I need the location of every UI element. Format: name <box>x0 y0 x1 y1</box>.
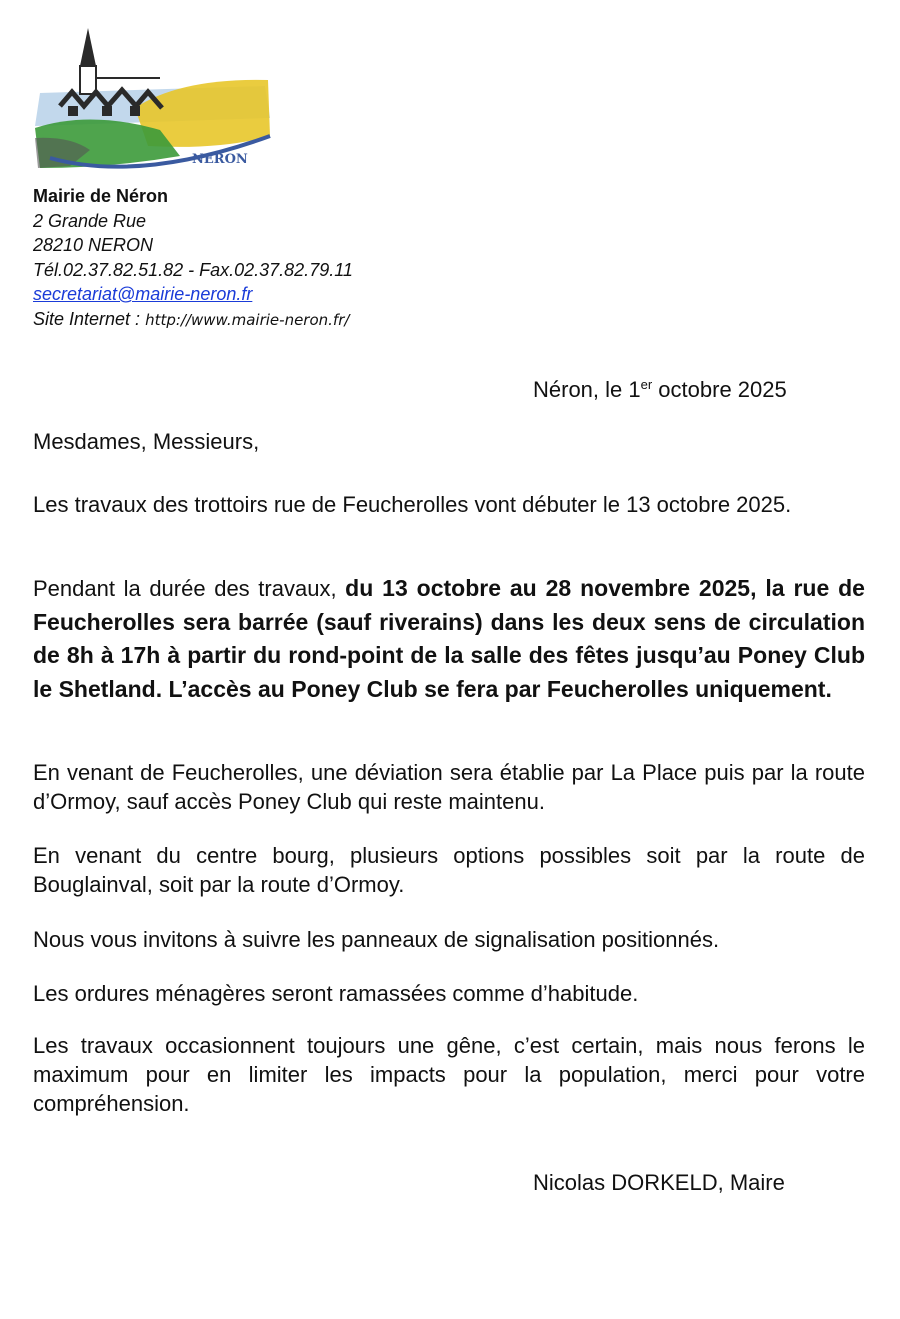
paragraph-closure <box>33 572 865 706</box>
paragraph-start-date: Les travaux des trottoirs rue de Feucherolles vont débuter le 13 octobre 2025. <box>33 492 792 517</box>
website-url[interactable]: http://www.mairie-neron.fr/ <box>145 310 350 329</box>
town-logo <box>30 18 275 183</box>
church-tower <box>80 66 96 94</box>
sender-phone-fax: Tél.02.37.82.51.82 - Fax.02.37.82.79.11 <box>33 259 353 280</box>
church-spire <box>80 28 96 66</box>
date-superscript: er <box>640 377 653 392</box>
date-suffix: octobre 2025 <box>652 377 787 402</box>
village-landscape-icon <box>30 18 275 183</box>
closure-intro: Pendant la durée des travaux, <box>33 576 346 601</box>
house-window <box>130 106 140 116</box>
salutation: Mesdames, Messieurs, <box>33 429 260 454</box>
paragraph-deviation-feucherolles: En venant de Feucherolles, une déviation sera établie par La Place puis par la route d’Ormoy, sauf accès Poney Club qui reste maintenu. <box>33 760 865 814</box>
logo-text: NERON <box>192 152 248 167</box>
sender-website <box>33 307 353 333</box>
signature: Nicolas DORKELD, Maire <box>533 1170 785 1195</box>
sender-email-link[interactable]: secretariat@mairie-neron.fr <box>33 284 253 304</box>
sender-block <box>33 184 353 332</box>
letter-date <box>533 377 787 403</box>
closure-details: du 13 octobre au 28 novembre 2025, la rue de Feucherolles sera barrée (sauf riverains) dans les deux sens de circulation de 8h à 17h à partir du rond-point de la salle des fêtes jusqu’au Poney Club le Shetland. L’accès au Poney Club se fera par Feucherolles uniquement. <box>33 575 865 702</box>
sender-name: Mairie de Néron <box>33 186 169 206</box>
paragraph-waste-collection: Les ordures ménagères seront ramassées comme d’habitude. <box>33 981 639 1006</box>
house-window <box>102 106 112 116</box>
paragraph-closing: Les travaux occasionnent toujours une gêne, c’est certain, mais nous ferons le maximum pour en limiter les impacts pour la population, merci pour votre compréhension. <box>33 1033 865 1116</box>
paragraph-deviation-centre: En venant du centre bourg, plusieurs options possibles soit par la route de Bouglainval, soit par la route d’Ormoy. <box>33 843 865 897</box>
date-prefix: Néron, le 1 <box>533 377 641 402</box>
paragraph-signage: Nous vous invitons à suivre les panneaux de signalisation positionnés. <box>33 927 720 952</box>
sender-street: 2 Grande Rue <box>33 210 147 231</box>
website-label: Site Internet : <box>33 308 146 329</box>
sender-city: 28210 NERON <box>33 235 154 255</box>
house-window <box>68 106 78 116</box>
